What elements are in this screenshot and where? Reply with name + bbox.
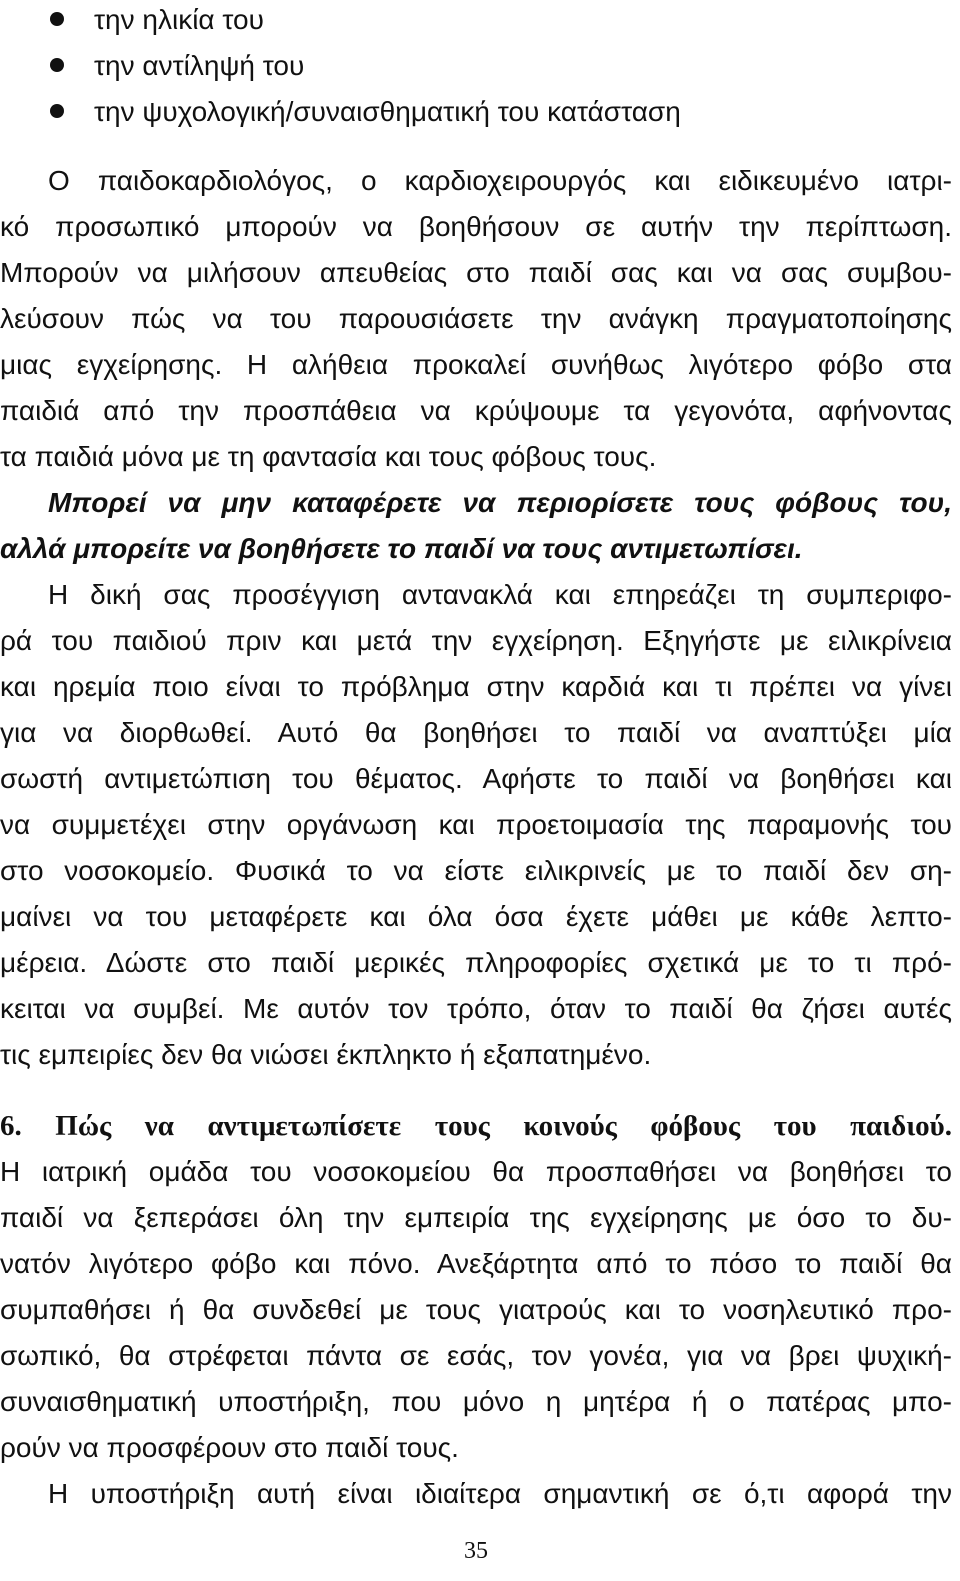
paragraph-line: τις εμπειρίες δεν θα νιώσει έκπληκτο ή εξαπατημένο. xyxy=(0,1039,652,1070)
paragraph-line: παιδί να ξεπεράσει όλη την εμπειρία της εγχείρησης με όσο το δυ- xyxy=(0,1202,952,1233)
bullet-icon xyxy=(50,12,64,26)
paragraph-line: μέρεια. Δώστε στο παιδί μερικές πληροφορίες σχετικά με το τι πρό- xyxy=(0,947,952,978)
paragraph-line: κειται να συμβεί. Με αυτόν τον τρόπο, όταν το παιδί θα ζήσει αυτές xyxy=(0,993,952,1024)
bullet-item xyxy=(50,94,681,130)
bullet-text: την αντίληψή του xyxy=(94,50,305,81)
paragraph-line: κό προσωπικό μπορούν να βοηθήσουν σε αυτήν την περίπτωση. xyxy=(0,211,952,242)
paragraph-line: Η δική σας προσέγγιση αντανακλά και επηρεάζει τη συμπεριφο- xyxy=(48,579,952,610)
paragraph-line: Η ιατρική ομάδα του νοσοκομείου θα προσπαθήσει να βοηθήσει το xyxy=(0,1156,952,1187)
paragraph-line: μιας εγχείρησης. Η αλήθεια προκαλεί συνήθως λιγότερο φόβο στα xyxy=(0,349,952,380)
bullet-text: την ψυχολογική/συναισθηματική του κατάσταση xyxy=(94,96,681,127)
paragraph-line: Η υποστήριξη αυτή είναι ιδιαίτερα σημαντική σε ό,τι αφορά την xyxy=(48,1478,952,1509)
paragraph-line: συμπαθήσει ή θα συνδεθεί με τους γιατρούς και το νοσηλευτικό προ- xyxy=(0,1294,952,1325)
paragraph-line: λεύσουν πώς να του παρουσιάσετε την ανάγκη πραγματοποίησης xyxy=(0,303,952,334)
bullet-icon xyxy=(50,104,64,118)
bullet-icon xyxy=(50,58,64,72)
paragraph-line: Ο παιδοκαρδιολόγος, ο καρδιοχειρουργός και ειδικευμένο ιατρι- xyxy=(48,165,952,196)
emphasis-line: Μπορεί να μην καταφέρετε να περιορίσετε τους φόβους του, xyxy=(48,487,952,518)
bullet-text: την ηλικία του xyxy=(94,4,264,35)
paragraph-line: Μπορούν να μιλήσουν απευθείας στο παιδί σας και να σας συμβου- xyxy=(0,257,952,288)
paragraph-line: για να διορθωθεί. Αυτό θα βοηθήσει το παιδί να αναπτύξει μία xyxy=(0,717,952,748)
paragraph-line: παιδιά από την προσπάθεια να κρύψουμε τα γεγονότα, αφήνοντας xyxy=(0,395,952,426)
bullet-item xyxy=(50,48,304,84)
paragraph-line: συναισθηματική υποστήριξη, που μόνο η μητέρα ή ο πατέρας μπο- xyxy=(0,1386,952,1417)
paragraph-line: τα παιδιά μόνα με τη φαντασία και τους φόβους τους. xyxy=(0,441,657,472)
paragraph-line: σωστή αντιμετώπιση του θέματος. Αφήστε το παιδί να βοηθήσει και xyxy=(0,763,952,794)
bullet-item xyxy=(50,2,264,38)
paragraph-line: στο νοσοκομείο. Φυσικά το να είστε ειλικρινείς με το παιδί δεν ση- xyxy=(0,855,952,886)
section-heading: 6. Πώς να αντιμετωπίσετε τους κοινούς φόβους του παιδιού. xyxy=(0,1110,952,1142)
paragraph-line: και ηρεμία ποιο είναι το πρόβλημα στην καρδιά και τι πρέπει να γίνει xyxy=(0,671,952,702)
paragraph-line: να συμμετέχει στην οργάνωση και προετοιμασία της παραμονής του xyxy=(0,809,952,840)
paragraph-line: νατόν λιγότερο φόβο και πόνο. Ανεξάρτητα από το πόσο το παιδί θα xyxy=(0,1248,952,1279)
paragraph-line: μαίνει να του μεταφέρετε και όλα όσα έχετε μάθει με κάθε λεπτο- xyxy=(0,901,952,932)
paragraph-line: σωπικό, θα στρέφεται πάντα σε εσάς, τον γονέα, για να βρει ψυχική- xyxy=(0,1340,952,1371)
paragraph-line: ρά του παιδιού πριν και μετά την εγχείρηση. Εξηγήστε με ειλικρίνεια xyxy=(0,625,952,656)
page-number: 35 xyxy=(464,1538,488,1564)
paragraph-line: ρούν να προσφέρουν στο παιδί τους. xyxy=(0,1432,459,1463)
emphasis-line: αλλά μπορείτε να βοηθήσετε το παιδί να τους αντιμετωπίσει. xyxy=(0,533,803,564)
